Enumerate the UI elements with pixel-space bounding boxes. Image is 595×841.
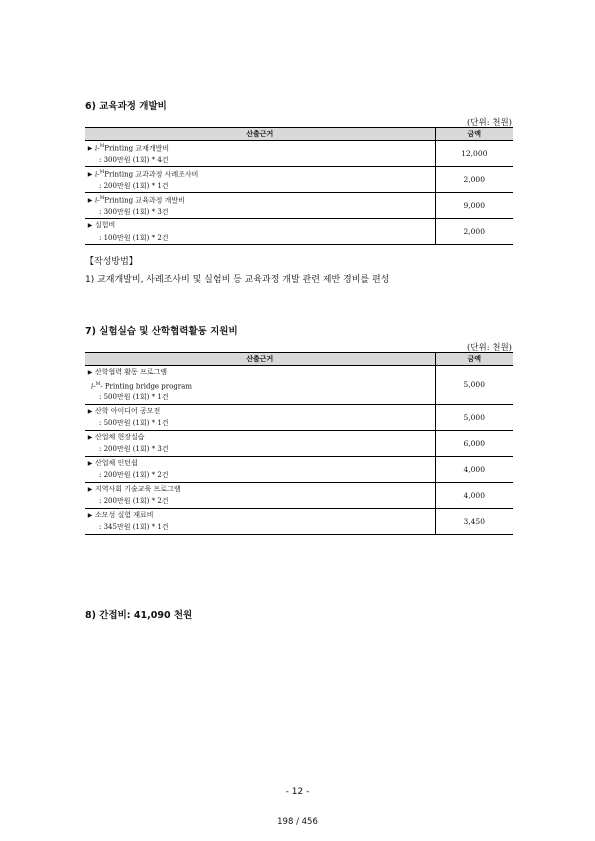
bullet-triangle-icon: ▶ [87, 222, 93, 229]
header-amount: 금액 [435, 128, 513, 141]
method-text: 1) 교재개발비, 사례조사비 및 실험비 등 교육과정 개발 관련 제반 경비를 편성 [85, 275, 390, 285]
table-row: ▶ 산학협력 활동 프로그램 i-$^M$- Printing bridge program : 500만원 (1회) * 1건 5,000 [85, 366, 513, 405]
method-heading: 【작성방법】 [85, 257, 138, 267]
header-amount: 금액 [435, 353, 513, 366]
row-detail: : 500만원 (1회) * 1건 [99, 393, 169, 401]
section6-title: 6) 교육과정 개발비 [85, 101, 167, 112]
bullet-triangle-icon: ▶ [87, 433, 93, 441]
bullet-triangle-icon: ▶ [87, 145, 93, 153]
row-detail: : 100만원 (1회) * 2건 [99, 233, 169, 242]
page-number: - 12 - [285, 787, 310, 797]
section7-unit: (단위: 천원) [466, 343, 512, 353]
row-amount: 3,450 [435, 508, 513, 534]
row-detail: : 300만원 (1회) * 3건 [99, 207, 169, 216]
row-amount: 2,000 [435, 167, 513, 193]
row-amount: 9,000 [435, 193, 513, 219]
bullet-triangle-icon: ▶ [87, 407, 93, 415]
bullet-triangle-icon: ▶ [87, 171, 93, 179]
table-row [85, 430, 513, 456]
bullet-triangle-icon: ▶ [87, 197, 93, 205]
table-row: ▶ i-$^M$Printing 교육과정 개발비 : 300만원 (1회) * 3건 9,000 [85, 193, 513, 219]
row-detail: : 300만원 (1회) * 4건 [99, 155, 169, 164]
row-label: 소모성 실험 재료비 [95, 510, 154, 519]
row-label: 산업체 인턴쉽 [95, 458, 138, 467]
section6-unit: (단위: 천원) [466, 118, 512, 128]
row-detail: : 500만원 (1회) * 1건 [99, 419, 169, 427]
row-detail: : 200만원 (1회) * 2건 [99, 497, 169, 505]
row-label: 산학협력 활동 프로그램 [95, 368, 168, 376]
page-count: 198 / 456 [277, 817, 318, 827]
header-basis: 산출근거 [85, 353, 435, 366]
row-label: Printing 교육과정 개발비 [104, 196, 185, 205]
row-detail: : 200만원 (1회) * 3건 [99, 445, 169, 453]
row-detail: : 200만원 (1회) * 1건 [99, 181, 169, 190]
row-amount: 5,000 [435, 366, 513, 405]
row-amount: 12,000 [435, 141, 513, 167]
section7-table [85, 352, 513, 535]
row-detail: : 345만원 (1회) * 1건 [99, 523, 169, 531]
table-row [85, 508, 513, 534]
section6-table [85, 127, 513, 245]
table-row [85, 404, 513, 430]
row-label: Printing 교과과정 사례조사비 [104, 170, 199, 179]
row-label: 실험비 [95, 221, 116, 229]
bullet-triangle-icon: ▶ [87, 485, 93, 493]
row-amount: 6,000 [435, 430, 513, 456]
section7-title: 7) 실험실습 및 산학협력활동 지원비 [85, 326, 238, 337]
row-label: 지역사회 기술교육 프로그램 [95, 484, 181, 493]
table-row [85, 482, 513, 508]
row-amount: 5,000 [435, 404, 513, 430]
row-label: 산학 아이디어 공모전 [95, 406, 161, 415]
row-label: Printing 교재개발비 [104, 144, 170, 153]
table-row [85, 219, 513, 245]
bullet-triangle-icon: ▶ [87, 369, 93, 376]
row-amount: 4,000 [435, 482, 513, 508]
bullet-triangle-icon: ▶ [87, 511, 93, 519]
row-amount: 4,000 [435, 456, 513, 482]
section8-title: 8) 간접비: 41,090 천원 [85, 610, 193, 621]
table-row [85, 456, 513, 482]
bullet-triangle-icon: ▶ [87, 459, 93, 467]
row-amount: 2,000 [435, 219, 513, 245]
table-row: ▶ i-$^M$Printing 교과과정 사례조사비 : 200만원 (1회) * 1건 2,000 [85, 167, 513, 193]
row-sub: - Printing bridge program [100, 381, 192, 390]
row-label: 산업체 현장실습 [95, 432, 145, 441]
header-basis: 산출근거 [85, 128, 435, 141]
row-detail: : 200만원 (1회) * 2건 [99, 471, 169, 479]
table-row: ▶ i-$^M$Printing 교재개발비 : 300만원 (1회) * 4건 12,000 [85, 141, 513, 167]
